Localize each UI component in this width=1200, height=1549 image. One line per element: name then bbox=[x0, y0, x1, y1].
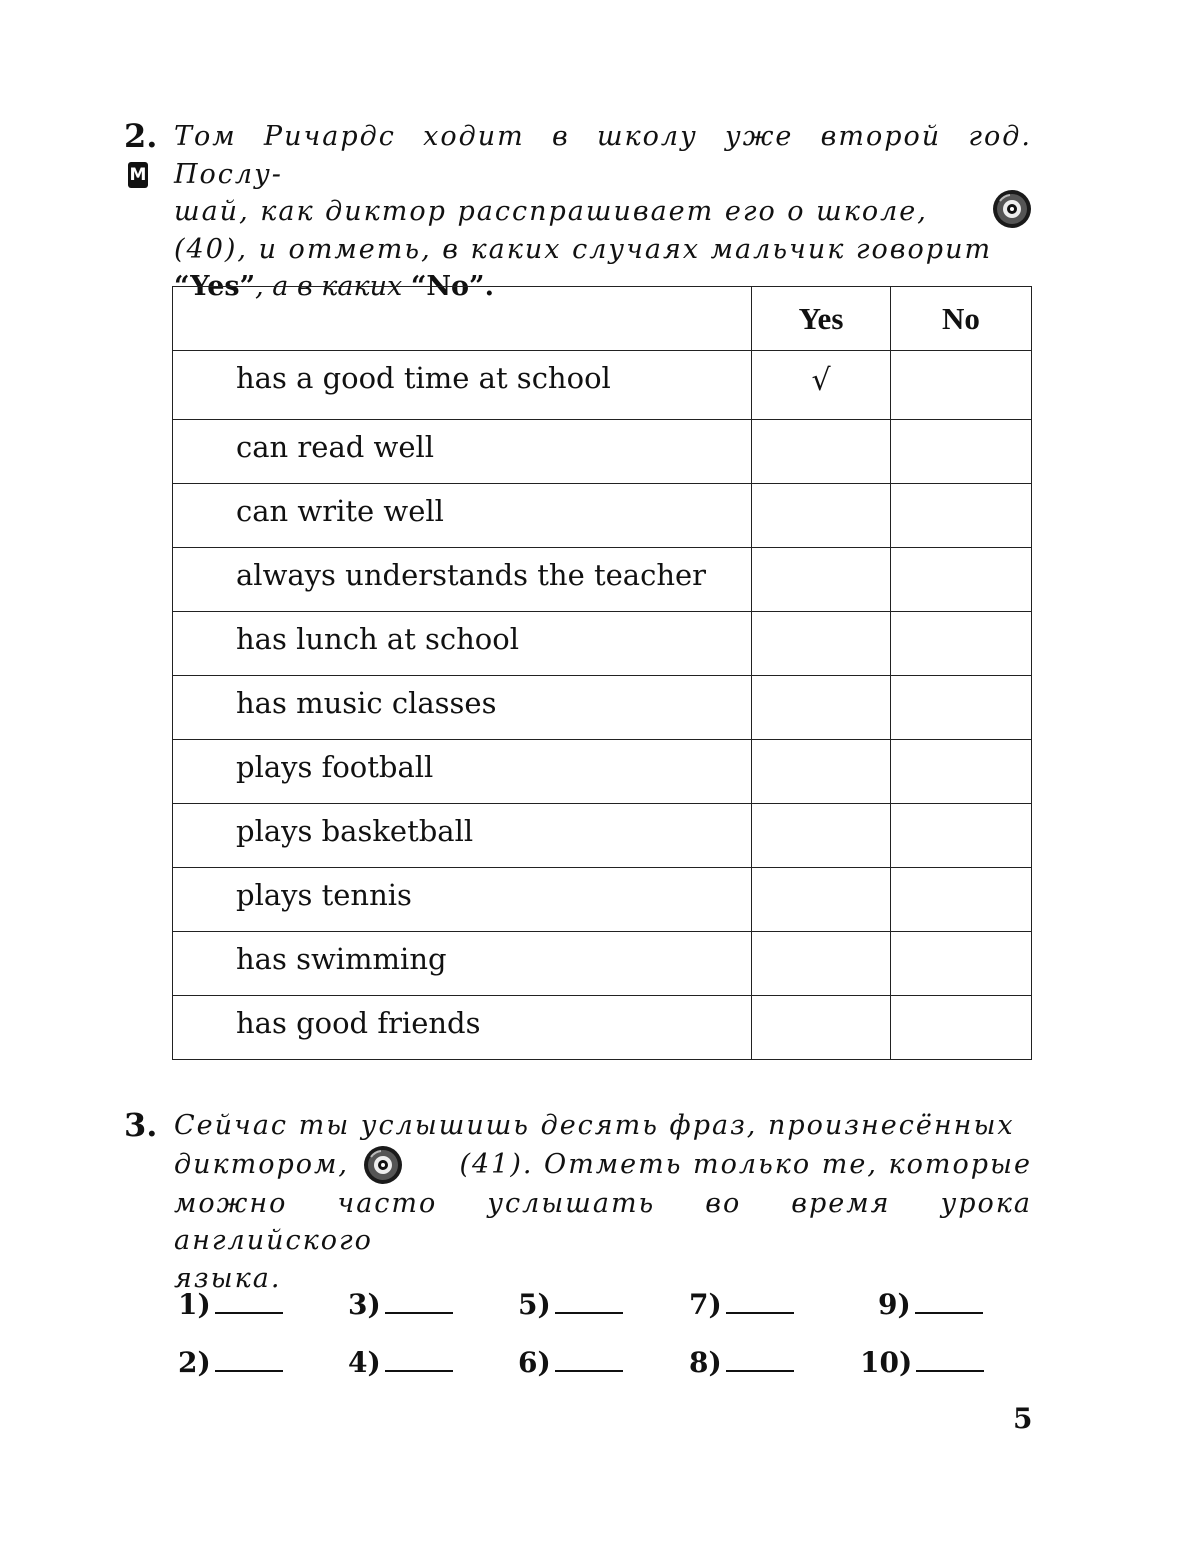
yes-cell[interactable]: √ bbox=[752, 351, 891, 420]
yes-word: “Yes” bbox=[174, 271, 256, 302]
instruction-line: Том Ричардс ходит в школу уже второй год. Послу- bbox=[174, 121, 1032, 190]
phrase-cell: can read well bbox=[173, 420, 752, 484]
blank-item[interactable]: 3) bbox=[348, 1288, 453, 1321]
table-row bbox=[173, 420, 1032, 484]
blank-line[interactable] bbox=[916, 1348, 984, 1372]
instruction-line: (40), и отметь, в каких случаях мальчик говорит bbox=[174, 233, 993, 265]
blank-item[interactable]: 8) bbox=[689, 1346, 794, 1379]
no-word: “No” bbox=[410, 271, 485, 302]
table-row bbox=[173, 548, 1032, 612]
task-3 bbox=[124, 1106, 1032, 1294]
no-cell[interactable] bbox=[891, 740, 1032, 804]
header-no: No bbox=[891, 287, 1032, 351]
phrase-cell: plays football bbox=[173, 740, 752, 804]
instruction-line: языка. bbox=[174, 1262, 282, 1294]
task-number: 3. bbox=[124, 1106, 158, 1144]
cd-disc-icon[interactable] bbox=[363, 1145, 403, 1185]
blank-item[interactable]: 10) bbox=[860, 1346, 984, 1379]
table-row bbox=[173, 612, 1032, 676]
table-row bbox=[173, 484, 1032, 548]
blank-line[interactable] bbox=[385, 1290, 453, 1314]
blank-item[interactable]: 2) bbox=[178, 1346, 283, 1379]
blank-item[interactable]: 5) bbox=[518, 1288, 623, 1321]
table-row bbox=[173, 676, 1032, 740]
instruction-line: диктором, (41). Отметь только те, которые bbox=[174, 1145, 1032, 1185]
table-header-row bbox=[173, 287, 1032, 351]
table-row bbox=[173, 932, 1032, 996]
yes-cell[interactable] bbox=[752, 932, 891, 996]
no-cell[interactable] bbox=[891, 676, 1032, 740]
instruction-line: можно часто услышать во время урока английского bbox=[174, 1187, 1032, 1256]
blank-item[interactable]: 7) bbox=[689, 1288, 794, 1321]
no-cell[interactable] bbox=[891, 868, 1032, 932]
blank-item[interactable]: 4) bbox=[348, 1346, 453, 1379]
phrase-cell: has music classes bbox=[173, 676, 752, 740]
phrase-cell: always understands the teacher bbox=[173, 548, 752, 612]
yes-cell[interactable] bbox=[752, 484, 891, 548]
phrase-cell: plays tennis bbox=[173, 868, 752, 932]
blank-line[interactable] bbox=[555, 1348, 623, 1372]
instruction-line: “Yes”, а в каких “No”. bbox=[174, 271, 494, 302]
blank-item[interactable]: 1) bbox=[178, 1288, 283, 1321]
yes-cell[interactable] bbox=[752, 676, 891, 740]
yes-cell[interactable] bbox=[752, 548, 891, 612]
m-badge-icon: М bbox=[128, 162, 148, 188]
phrase-cell: has lunch at school bbox=[173, 612, 752, 676]
table-row bbox=[173, 996, 1032, 1060]
no-cell[interactable] bbox=[891, 351, 1032, 420]
no-cell[interactable] bbox=[891, 420, 1032, 484]
yes-cell[interactable] bbox=[752, 868, 891, 932]
phrase-cell: has swimming bbox=[173, 932, 752, 996]
table-row bbox=[173, 868, 1032, 932]
no-cell[interactable] bbox=[891, 484, 1032, 548]
phrase-cell: has good friends bbox=[173, 996, 752, 1060]
task-3-instructions bbox=[174, 1107, 1032, 1297]
table-row bbox=[173, 740, 1032, 804]
blank-line[interactable] bbox=[726, 1290, 794, 1314]
yes-cell[interactable] bbox=[752, 740, 891, 804]
blank-line[interactable] bbox=[555, 1290, 623, 1314]
no-cell[interactable] bbox=[891, 804, 1032, 868]
header-phrase bbox=[173, 287, 752, 351]
blank-line[interactable] bbox=[215, 1290, 283, 1314]
yes-cell[interactable] bbox=[752, 996, 891, 1060]
table-row bbox=[173, 804, 1032, 868]
yes-no-table bbox=[172, 286, 1032, 1060]
task-2-instructions bbox=[174, 118, 1032, 306]
blank-line[interactable] bbox=[915, 1290, 983, 1314]
blank-line[interactable] bbox=[726, 1348, 794, 1372]
blank-item[interactable]: 6) bbox=[518, 1346, 623, 1379]
blank-line[interactable] bbox=[385, 1348, 453, 1372]
instruction-line: Сейчас ты услышишь десять фраз, произнесённых bbox=[174, 1110, 1015, 1141]
header-yes: Yes bbox=[752, 287, 891, 351]
yes-cell[interactable] bbox=[752, 612, 891, 676]
table-row bbox=[173, 351, 1032, 420]
no-cell[interactable] bbox=[891, 548, 1032, 612]
yes-cell[interactable] bbox=[752, 420, 891, 484]
phrase-cell: plays basketball bbox=[173, 804, 752, 868]
phrase-cell: has a good time at school bbox=[173, 351, 752, 420]
blank-item[interactable]: 9) bbox=[878, 1288, 983, 1321]
blank-line[interactable] bbox=[215, 1348, 283, 1372]
answer-blanks bbox=[178, 1288, 998, 1388]
task-2 bbox=[124, 117, 1032, 302]
page-number: 5 bbox=[1013, 1402, 1033, 1435]
no-cell[interactable] bbox=[891, 612, 1032, 676]
instruction-line: шай, как диктор расспрашивает его о школе, bbox=[174, 193, 1032, 231]
no-cell[interactable] bbox=[891, 932, 1032, 996]
phrase-cell: can write well bbox=[173, 484, 752, 548]
cd-disc-icon[interactable] bbox=[992, 189, 1032, 229]
task-number: 2. bbox=[124, 117, 158, 155]
yes-cell[interactable] bbox=[752, 804, 891, 868]
no-cell[interactable] bbox=[891, 996, 1032, 1060]
